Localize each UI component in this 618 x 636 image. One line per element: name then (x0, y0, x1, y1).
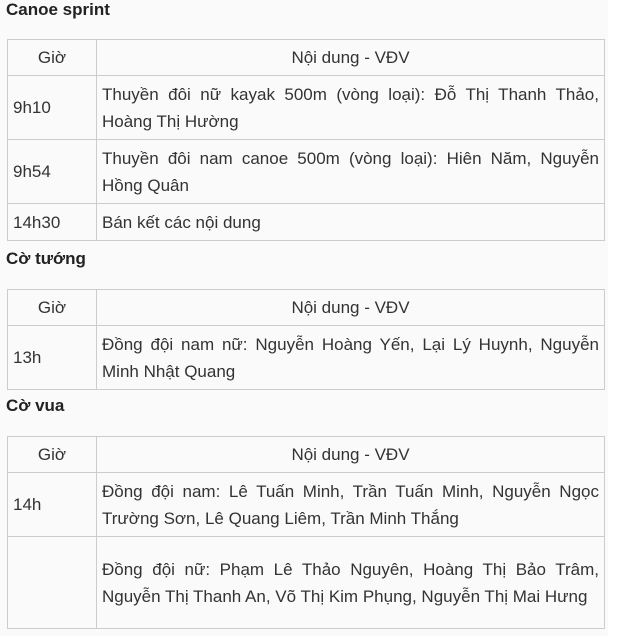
cell-content: Thuyền đôi nam canoe 500m (vòng loại): Hiên Năm, Nguyễn Hồng Quân (97, 140, 605, 204)
header-time: Giờ (8, 437, 97, 473)
schedule-table (7, 289, 605, 390)
table-row (8, 537, 605, 629)
table-header-row (8, 437, 605, 473)
header-time: Giờ (8, 290, 97, 326)
cell-time: 9h10 (8, 76, 97, 140)
cell-time: 14h (8, 473, 97, 537)
cell-content: Bán kết các nội dung (97, 204, 605, 241)
section-canoe-sprint (0, 0, 608, 241)
cell-content: Thuyền đôi nữ kayak 500m (vòng loại): Đỗ Thị Thanh Thảo, Hoàng Thị Hường (97, 76, 605, 140)
section-title: Canoe sprint (6, 0, 110, 19)
section-title: Cờ tướng (6, 249, 86, 268)
table-row (8, 473, 605, 537)
table-row (8, 204, 605, 241)
header-content: Nội dung - VĐV (97, 437, 605, 473)
cell-time: 9h54 (8, 140, 97, 204)
table-row (8, 326, 605, 390)
section-co-tuong (0, 249, 608, 390)
table-header-row (8, 290, 605, 326)
section-co-vua (0, 396, 608, 629)
header-time: Giờ (8, 40, 97, 76)
cell-time: 13h (8, 326, 97, 390)
cell-time (8, 537, 97, 629)
cell-content: Đồng đội nam: Lê Tuấn Minh, Trần Tuấn Minh, Nguyễn Ngọc Trường Sơn, Lê Quang Liêm, Trần Minh Thắng (97, 473, 605, 537)
header-content: Nội dung - VĐV (97, 40, 605, 76)
table-row (8, 140, 605, 204)
table-header-row (8, 40, 605, 76)
table-row (8, 76, 605, 140)
cell-time: 14h30 (8, 204, 97, 241)
cell-content: Đồng đội nữ: Phạm Lê Thảo Nguyên, Hoàng Thị Bảo Trâm, Nguyễn Thị Thanh An, Võ Thị Kim Phụng, Nguyễn Thị Mai Hưng (97, 537, 605, 629)
schedule-table (7, 436, 605, 629)
cell-content: Đồng đội nam nữ: Nguyễn Hoàng Yến, Lại Lý Huynh, Nguyễn Minh Nhật Quang (97, 326, 605, 390)
section-title: Cờ vua (6, 396, 65, 415)
header-content: Nội dung - VĐV (97, 290, 605, 326)
schedule-table (7, 39, 605, 241)
